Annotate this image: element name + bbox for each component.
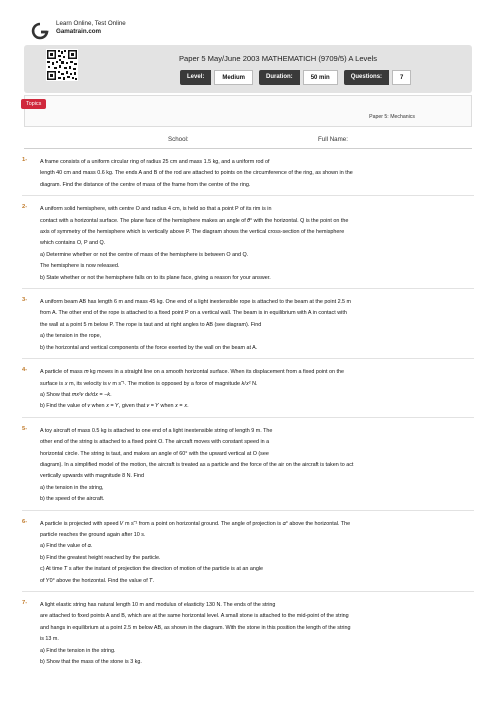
topics-tag: Topics [21,99,46,109]
question-text-line: which contains O, P and Q. [40,240,106,247]
question-separator [22,417,474,418]
question-text-line: A toy aircraft of mass 0.5 kg is attached to one end of a light inextensible string of length 9 m. The [40,427,273,434]
question-text-line: a) Find the value of 𝛼. [40,543,93,550]
question-text-line: and hangs in equilibrium at a point 2.5 m below AB, as shown in the diagram. With the stone in this position the length of the string [40,624,351,631]
question-text-line: A light elastic string has natural length 10 m and modulus of elasticity 130 N. The ends of the string [40,602,276,608]
question-list [22,157,474,668]
question-text-line: diagram). In a simplified model of the motion, the aircraft is treated as a particle and the force of the air on the aircraft is taken to act [40,461,354,468]
question-number: 3- [22,297,28,304]
question-number: 4- [22,367,28,374]
question-text-line: axis of symmetry of the hemisphere which is vertically above P. The diagram shows the vertical cross-section of the hemisphere [40,229,345,236]
question-text-line: b) the horizontal and vertical components of the force exerted by the wall on the beam at A. [40,344,258,351]
question-text-line: A particle is projected with speed 𝑉 m s⁻¹ from a point on horizontal ground. The angle of projection is 𝛼° above the horizontal. The [40,520,351,527]
question-text-line: the wall at a point 5 m below P. The rope is taut and at right angles to AB (see diagram). Find [40,321,262,328]
questions-label: Questions: [344,70,389,85]
question-number: 5- [22,425,28,432]
school-label: School: [168,136,189,143]
site-header [30,16,126,40]
question-separator [22,358,474,359]
question-text-line: a) Show that 𝑚𝑥²𝑣 d𝑣/d𝑥 = −𝑘. [40,391,112,398]
question-number: 6- [22,518,28,525]
question-text-line: A particle of mass 𝑚 kg moves in a straight line on a smooth horizontal surface. When its displacement from a fixed point on the [40,369,345,376]
question-text-line: contact with a horizontal surface. The plane face of the hemisphere makes an angle of 𝜃° with the horizontal. Q is the point on the [40,217,349,224]
topic-item[interactable]: Paper 5: Mechanics [369,114,415,120]
question-text-line: diagram. Find the distance of the centre of mass of the frame from the centre of the ring. [40,181,251,188]
question-item [22,367,474,413]
question-separator [22,591,474,592]
question-text-line: horizontal circle. The string is taut, and makes an angle of 60° with the upward vertical at O (see [40,450,269,457]
duration-label: Duration: [259,70,300,85]
question-text-line: b) Show that the mass of the stone is 3 kg. [40,659,142,666]
question-text-line: a) Find the tension in the string. [40,647,116,654]
question-text-line: a) Determine whether or not the centre of mass of the hemisphere is between O and Q. [40,251,249,258]
topics-panel [24,95,472,127]
question-text-line: from A. The other end of the rope is attached to a fixed point P on a vertical wall. The beam is in equilibrium with A in contact with [40,310,347,317]
question-separator [22,195,474,196]
question-text-line: The hemisphere is now released. [40,263,120,270]
question-text-line: vertically upwards with magnitude 8 N. Find [40,473,144,480]
question-text-line: are attached to fixed points A and B, which are at the same horizontal level. A small stone is attached to the mid-point of the string [40,613,349,620]
question-item [22,426,474,506]
question-text-line: particle reaches the ground again after 10 s. [40,531,146,538]
level-value: Medium [214,70,253,85]
question-text-line: b) the speed of the aircraft. [40,496,105,503]
site-tagline: Learn Online, Test Online [56,20,126,27]
question-text-line: A uniform solid hemisphere, with centre O and radius 4 cm, is held so that a point P of its rim is in [40,206,272,213]
question-text-line: of 𝑌0° above the horizontal. Find the value of 𝑇. [40,577,155,584]
question-separator [22,288,474,289]
question-number: 2- [22,204,28,211]
question-number: 7- [22,600,28,606]
questions-value: 7 [392,70,411,85]
question-text-line: A uniform beam AB has length 6 m and mass 45 kg. One end of a light inextensible rope is attached to the beam at the point 2.5 m [40,299,352,306]
question-text-line: A frame consists of a uniform circular ring of radius 25 cm and mass 1.5 kg, and a uniform rod of [40,159,270,165]
question-item [22,204,474,284]
question-item [22,519,474,587]
fullname-label: Full Name: [318,136,348,143]
question-text-line: length 40 cm and mass 0.6 kg. The ends A and B of the rod are attached to points on the circumference of the ring, as shown in the [40,170,353,177]
question-text-line: is 13 m. [40,636,59,643]
question-item [22,297,474,354]
question-text-line: surface is 𝑥 m, its velocity is 𝑣 m s⁻¹. The motion is opposed by a force of magnitude 𝑘/𝑥² N. [40,380,258,387]
question-separator [22,510,474,511]
paper-title: Paper 5 May/June 2003 MATHEMATICH (9709/5) A Levels [178,54,378,63]
paper-meta [180,70,414,85]
question-item [22,157,474,191]
question-number: 1- [22,157,28,163]
divider [24,148,472,149]
level-label: Level: [180,70,211,85]
paper-header [24,45,472,93]
question-text-line: a) the tension in the string, [40,484,104,491]
question-text-line: a) the tension in the rope, [40,333,102,340]
question-text-line: b) State whether or not the hemisphere falls on to its plane face, giving a reason for your answer. [40,274,271,281]
site-text [56,20,126,36]
question-text-line: other end of the string is attached to a fixed point O. The aircraft moves with constant speed in a [40,439,270,446]
question-text-line: b) Find the greatest height reached by the particle. [40,554,161,561]
question-item [22,600,474,668]
gamatrain-logo[interactable] [30,22,50,40]
question-text-line: c) At time 𝑇 s after the instant of projection the direction of motion of the particle is at an angle [40,566,264,573]
question-text-line: b) Find the value of 𝑣 when 𝑥 = 𝑌, given that 𝑣 = 𝑌 when 𝑥 = 𝑥. [40,403,189,410]
duration-value: 50 min [303,70,338,85]
site-domain[interactable]: Gamatrain.com [56,28,102,35]
